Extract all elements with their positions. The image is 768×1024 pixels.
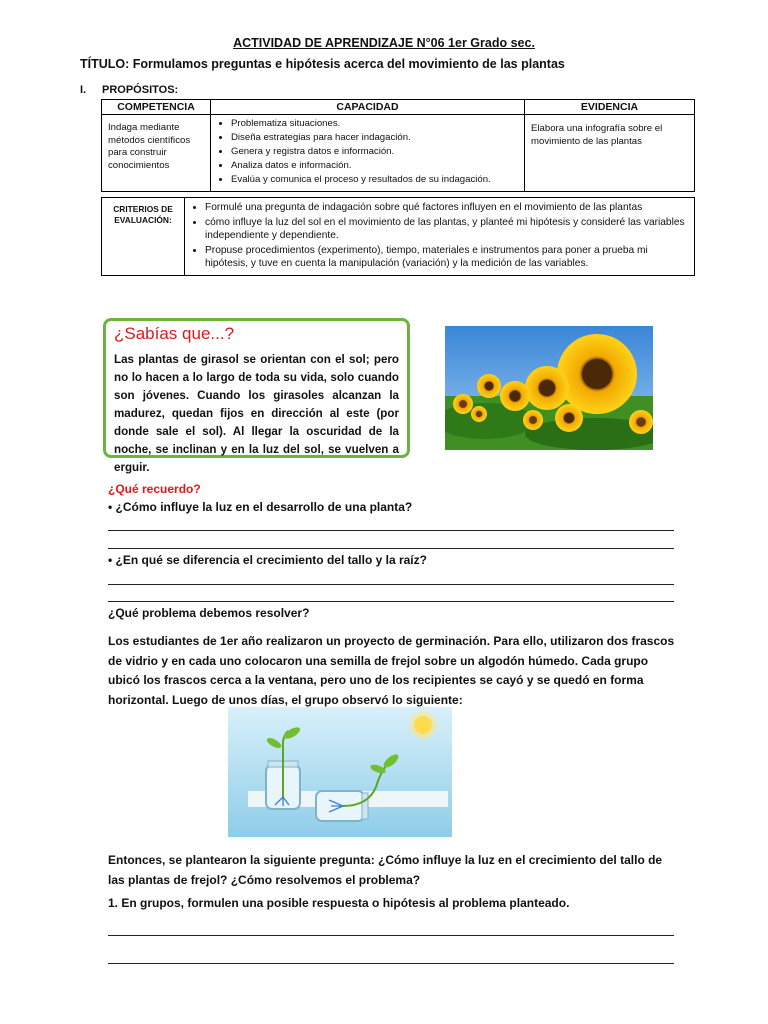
header-competencia: COMPETENCIA [102, 100, 211, 115]
criteria-item: • Formulé una pregunta de indagación sobre qué factores influyen en el movimiento de las plantas [205, 201, 688, 215]
recall-question-1: • ¿Cómo influye la luz en el desarrollo de una planta? [108, 500, 413, 514]
section-number: I. [80, 84, 87, 96]
recall-question-2: • ¿En qué se diferencia el crecimiento del tallo y la raíz? [108, 553, 427, 567]
problem-question: Entonces, se plantearon la siguiente pregunta: ¿Cómo influye la luz en el crecimiento del tallo de las plantas de frejol? ¿Cómo resolvemos el problema? [108, 853, 663, 887]
answer-line [108, 601, 674, 602]
did-you-know-title: ¿Sabías que...? [114, 324, 235, 343]
answer-line [108, 530, 674, 531]
answer-line [108, 584, 674, 585]
criteria-label: CRITERIOS DE EVALUACIÓN: [102, 198, 185, 276]
criteria-table [101, 197, 695, 276]
section-label: PROPÓSITOS: [102, 84, 179, 96]
problem-paragraph: Los estudiantes de 1er año realizaron un proyecto de germinación. Para ello, utilizaron dos frascos de vidrio y en cada uno colocaron una semilla de frejol sobre un algodón húmedo. Cada grupo ubicó los frascos cerca a la ventana, pero uno de los recipientes se cayó y se quedó en forma horizontal. Luego de unos días, el grupo observó lo siguiente: [108, 634, 675, 707]
did-you-know-box [103, 318, 410, 474]
problem-heading: ¿Qué problema debemos resolver? [108, 606, 310, 620]
criteria-item: • Propuse procedimientos (experimento), tiempo, materiales e instrumentos para poner a prueba mi hipótesis, y tuve en cuenta la manipulación (variación) y la medición de las variables. [205, 244, 688, 271]
title-label: TÍTULO: [80, 57, 130, 71]
criteria-item: • cómo influye la luz del sol en el movimiento de las plantas, y planteé mi hipótesis y consideré las variables independiente y dependiente. [205, 216, 688, 243]
activity-title [80, 57, 565, 71]
capacidad-item: • Problematiza situaciones. [231, 118, 518, 130]
capacidad-item: • Genera y registra datos e información. [231, 146, 518, 158]
did-you-know-body: Las plantas de girasol se orientan con el sol; pero no lo hacen a lo largo de toda su vida, solo cuando son jóvenes. Cuando los girasoles alcanzan la madurez, quedan fijos en dirección al este (por donde sale el sol). Al llegar la oscuridad de la noche, se inclinan y en la luz del sol, se vuelven a erguir. [114, 353, 399, 474]
header-evidencia: EVIDENCIA [525, 100, 695, 115]
capacidad-item: • Evalúa y comunica el proceso y resultados de su indagación. [231, 174, 518, 186]
title-text: Formulamos preguntas e hipótesis acerca del movimiento de las plantas [129, 57, 565, 71]
answer-line [108, 548, 674, 549]
criteria-cell [185, 198, 695, 276]
recall-heading: ¿Qué recuerdo? [108, 482, 201, 496]
header-capacidad: CAPACIDAD [211, 100, 525, 115]
task-instruction: 1. En grupos, formulen una posible respuesta o hipótesis al problema planteado. [108, 896, 570, 910]
evidencia-cell: Elabora una infografía sobre el movimiento de las plantas [525, 115, 695, 192]
bean-jars-illustration [228, 707, 452, 837]
activity-heading: ACTIVIDAD DE APRENDIZAJE N°06 1er Grado sec. [233, 36, 535, 50]
sunflower-photo [445, 326, 653, 450]
answer-line [108, 963, 674, 964]
capacidad-item: • Analiza datos e información. [231, 160, 518, 172]
answer-line [108, 935, 674, 936]
capacidad-cell [211, 115, 525, 192]
capacidad-item: • Diseña estrategias para hacer indagación. [231, 132, 518, 144]
competencia-cell: Indaga mediante métodos científicos para construir conocimientos [102, 115, 211, 192]
section-heading [80, 84, 178, 96]
purpose-table [101, 99, 695, 192]
